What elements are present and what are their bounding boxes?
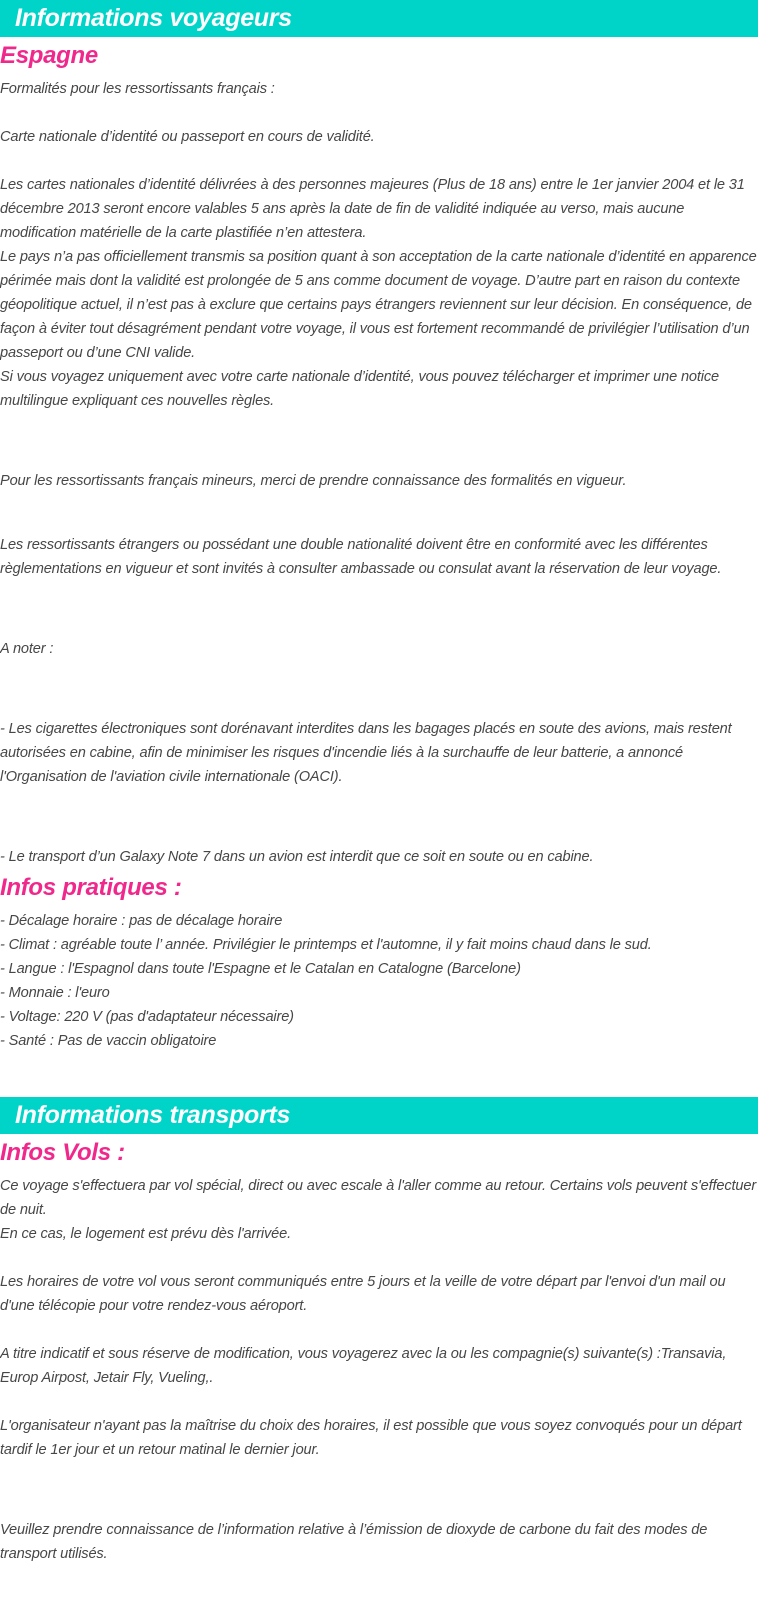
vol-special-text: Ce voyage s'effectuera par vol spécial, direct ou avec escale à l'aller comme au retour. Certains vols peuvent s'effectuer de nuit. [0,1178,757,1218]
logement-text: En ce cas, le logement est prévu dès l'arrivée. [0,1226,292,1242]
cigarettes-note: - Les cigarettes électroniques sont dorénavant interdites dans les bagages placés en soute des avions, mais restent autorisées en cabine, afin de minimiser les risques d'incendie liés à la surchauffe de leur batterie, a annoncé l'Organisation de l'aviation civile internationale (OACI). [0,721,732,785]
cni-line: Carte nationale d’identité ou passeport en cours de validité. [0,129,375,145]
transports-banner [0,1097,758,1134]
vols-heading: Infos Vols : [0,1139,125,1166]
etrangers-text: Les ressortissants étrangers ou possédant une double nationalité doivent être en conformité avec les différentes règlementations en vigueur et sont invités à consulter ambassade ou consulat avant la réservation de leur voyage. [0,537,722,577]
list-item: - Décalage horaire : pas de décalage horaire [0,913,283,929]
co2-text: Veuillez prendre connaissance de l’information relative à l’émission de dioxyde de carbone du fait des modes de transport utilisés. [0,1522,708,1562]
formalites-label: Formalités pour les ressortissants français : [0,81,275,97]
cni-detail-2: Le pays n’a pas officiellement transmis sa position quant à son acceptation de la carte nationale d’identité en apparence périmée mais dont la validité est prolongée de 5 ans comme document de voyage. D’autre part en raison du contexte géopolitique actuel, il n’est pas à exclure que certains pays étrangers reviennent sur leur décision. En conséquence, de façon à éviter tout désagrément pendant votre voyage, il vous est fortement recommandé de privilégier l’utilisation d’un passeport ou d’une CNI valide. [0,249,757,361]
list-item: - Monnaie : l'euro [0,985,110,1001]
mineurs-text: Pour les ressortissants français mineurs, merci de prendre connaissance des formalités en vigueur. [0,473,627,489]
transports-content [0,1174,758,1566]
transports-banner-title: Informations transports [15,1101,291,1129]
list-item: - Santé : Pas de vaccin obligatoire [0,1033,217,1049]
horaires-text: Les horaires de votre vol vous seront communiqués entre 5 jours et la veille de votre départ par l'envoi d'un mail ou d'une télécopie pour votre rendez-vous aéroport. [0,1274,726,1314]
infos-pratiques-heading: Infos pratiques : [0,874,182,901]
infos-pratiques-list [0,909,758,1053]
voyageurs-banner [0,0,758,37]
voyageurs-content [0,77,758,869]
country-heading: Espagne [0,42,98,69]
voyageurs-banner-title: Informations voyageurs [15,4,292,32]
list-item: - Langue : l'Espagnol dans toute l'Espagne et le Catalan en Catalogne (Barcelone) [0,961,521,977]
organisateur-text: L'organisateur n'ayant pas la maîtrise du choix des horaires, il est possible que vous soyez convoqués pour un départ tardif le 1er jour et un retour matinal le dernier jour. [0,1418,742,1458]
compagnies-text: A titre indicatif et sous réserve de modification, vous voyagerez avec la ou les compagnie(s) suivante(s) :Transavia, Europ Airpost, Jetair Fly, Vueling,. [0,1346,727,1386]
cni-detail-3: Si vous voyagez uniquement avec votre carte nationale d’identité, vous pouvez télécharger et imprimer une notice multilingue expliquant ces nouvelles règles. [0,369,719,409]
cni-detail-1: Les cartes nationales d’identité délivrées à des personnes majeures (Plus de 18 ans) entre le 1er janvier 2004 et le 31 décembre 2013 seront encore valables 5 ans après la date de fin de validité indiquée au verso, mais aucune modification matérielle de la carte plastifiée n’en attestera. [0,177,745,241]
list-item: - Climat : agréable toute l’ année. Privilégier le printemps et l'automne, il y fait moins chaud dans le sud. [0,937,652,953]
galaxy-note: - Le transport d’un Galaxy Note 7 dans un avion est interdit que ce soit en soute ou en cabine. [0,849,594,865]
a-noter-label: A noter : [0,641,54,657]
list-item: - Voltage: 220 V (pas d'adaptateur nécessaire) [0,1009,294,1025]
